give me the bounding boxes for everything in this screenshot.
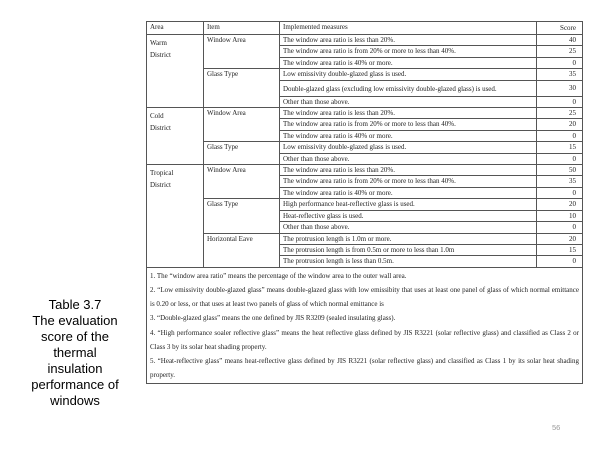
score-cell: 0 xyxy=(537,256,583,267)
item-glass-type: Glass Type xyxy=(204,69,280,108)
evaluation-score-table xyxy=(146,21,583,384)
table-notes xyxy=(147,267,583,384)
area-warm: Warm District xyxy=(147,35,204,108)
note: 4. “High performance soaler reflective glass” means the heat reflective glass defined by JIS R3221 (solar reflective glass) and classified as Class 2 or Class 3 by its solar heat shading property. xyxy=(150,328,579,351)
score-cell: 25 xyxy=(537,46,583,57)
measure-cell: The window area ratio is less than 20%. xyxy=(280,35,537,46)
score-cell: 0 xyxy=(537,187,583,198)
score-cell: 25 xyxy=(537,108,583,119)
item-horizontal-eave: Horizontal Eave xyxy=(204,233,280,267)
slide-title xyxy=(6,297,144,409)
measure-cell: The protrusion length is less than 0.5m. xyxy=(280,256,537,267)
measure-cell: The protrusion length is from 0.5m or more to less than 1.0m xyxy=(280,244,537,255)
measure-cell: The window area ratio is less than 20%. xyxy=(280,108,537,119)
score-cell: 20 xyxy=(537,199,583,210)
measure-cell: Other than those above. xyxy=(280,222,537,233)
measure-cell: Low emissivity double-glazed glass is used. xyxy=(280,69,537,80)
measure-cell: Other than those above. xyxy=(280,96,537,107)
area-tropical: Tropical District xyxy=(147,165,204,268)
measure-cell: The window area ratio is 40% or more. xyxy=(280,130,537,141)
score-cell: 10 xyxy=(537,210,583,221)
score-cell: 20 xyxy=(537,119,583,130)
note: 3. “Double-glazed glass” means the one defined by JIS R3209 (sealed insulating glass). xyxy=(150,314,396,323)
measure-cell: The window area ratio is from 20% or more to less than 40%. xyxy=(280,46,537,57)
header-score: Score xyxy=(537,22,583,35)
score-cell: 20 xyxy=(537,233,583,244)
item-window-area: Window Area xyxy=(204,108,280,142)
title-line: Table 3.7 xyxy=(48,297,102,312)
item-window-area: Window Area xyxy=(204,165,280,199)
measure-cell: The window area ratio is from 20% or more to less than 40%. xyxy=(280,176,537,187)
area-cold: Cold District xyxy=(147,108,204,165)
score-cell: 35 xyxy=(537,69,583,80)
table-row xyxy=(147,142,583,153)
note: 1. The “window area ratio” means the percentage of the window area to the outer wall area. xyxy=(150,271,407,280)
score-cell: 15 xyxy=(537,142,583,153)
title-line: score of the xyxy=(41,329,109,344)
score-cell: 0 xyxy=(537,222,583,233)
measure-cell: The window area ratio is from 20% or more to less than 40%. xyxy=(280,119,537,130)
item-glass-type: Glass Type xyxy=(204,199,280,233)
measure-cell: The protrusion length is 1.0m or more. xyxy=(280,233,537,244)
note: 2. “Low emissivity double-glazed glass” means double-glazed glass with low emissibity that uses at least one panel of glass of which normal emittance is 0.20 or less, or that uses at least two panels of glass of which normal emittance is xyxy=(150,285,579,309)
item-glass-type: Glass Type xyxy=(204,142,280,165)
measure-cell: The window area ratio is less than 20%. xyxy=(280,165,537,176)
table-row xyxy=(147,108,583,119)
measure-cell: Low emissivity double-glazed glass is used. xyxy=(280,142,537,153)
measure-cell: The window area ratio is 40% or more. xyxy=(280,57,537,68)
score-cell: 30 xyxy=(537,80,583,96)
title-line: performance of xyxy=(31,377,119,392)
table-row xyxy=(147,199,583,210)
measure-cell: The window area ratio is 40% or more. xyxy=(280,187,537,198)
title-line: windows xyxy=(50,393,100,408)
score-cell: 0 xyxy=(537,153,583,164)
notes-row xyxy=(147,267,583,384)
score-cell: 0 xyxy=(537,130,583,141)
item-window-area: Window Area xyxy=(204,35,280,69)
table-row xyxy=(147,165,583,176)
measure-cell: Double-glazed glass (excluding low emissivity double-glazed glass) is used. xyxy=(280,80,537,96)
score-cell: 15 xyxy=(537,244,583,255)
score-cell: 35 xyxy=(537,176,583,187)
score-cell: 50 xyxy=(537,165,583,176)
score-cell: 0 xyxy=(537,96,583,107)
title-line: thermal xyxy=(53,345,97,360)
measure-cell: High performance heat-reflective glass is used. xyxy=(280,199,537,210)
header-item: Item xyxy=(204,22,280,35)
slide-number: 56 xyxy=(552,423,561,432)
title-line: The evaluation xyxy=(32,313,118,328)
score-cell: 0 xyxy=(537,57,583,68)
score-cell: 40 xyxy=(537,35,583,46)
note: 5. “Heat-reflective glass” means heat-reflective glass defined by JIS R3221 (solar reflective glass) and classified as Class 1 by its solar heat shading property. xyxy=(150,356,579,380)
table-header-row xyxy=(147,22,583,35)
title-line: insulation xyxy=(47,361,103,376)
table-row xyxy=(147,35,583,46)
header-measures: Implemented measures xyxy=(280,22,537,35)
table-row xyxy=(147,233,583,244)
measure-cell: Heat-reflective glass is used. xyxy=(280,210,537,221)
measure-cell: Other than those above. xyxy=(280,153,537,164)
header-area: Area xyxy=(147,22,204,35)
table-row xyxy=(147,69,583,80)
